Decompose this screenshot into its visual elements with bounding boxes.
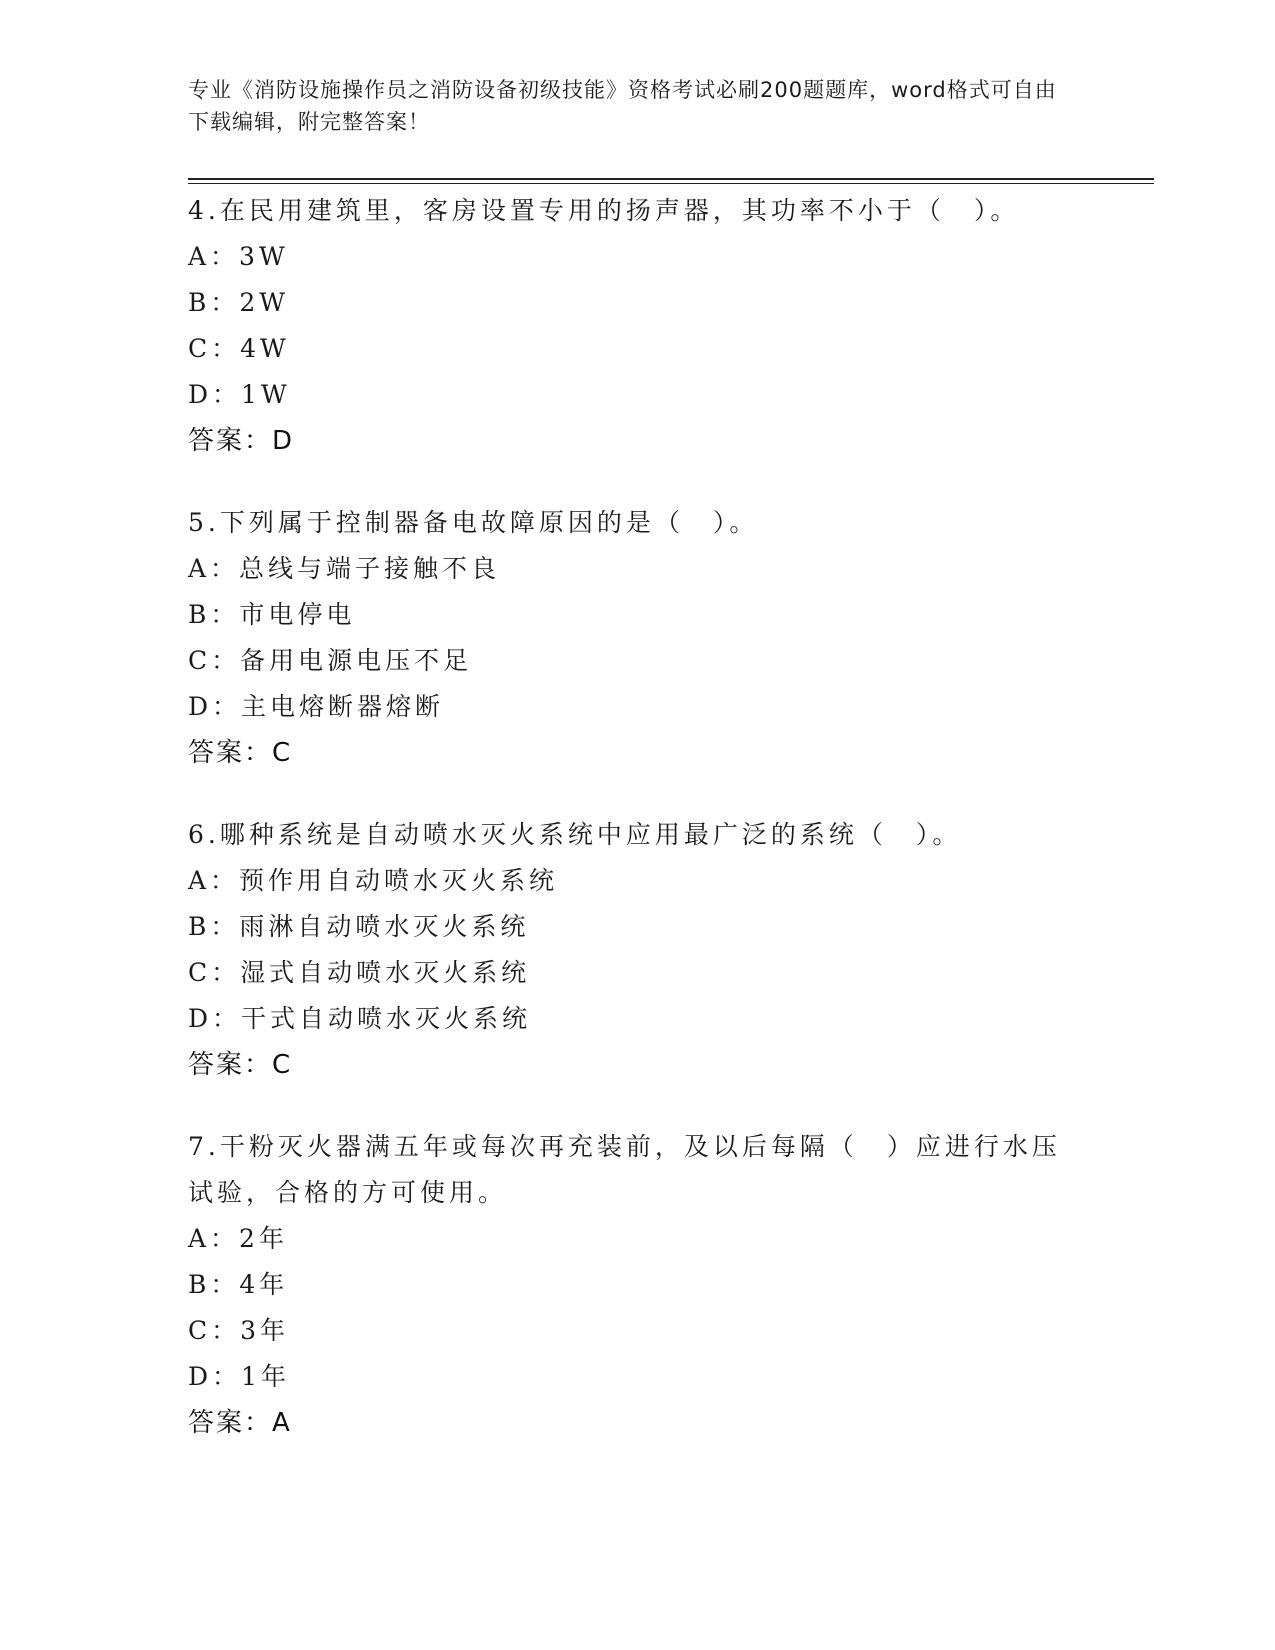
question-stem: 7.干粉灭火器满五年或每次再充装前，及以后每隔（ ）应进行水压试验，合格的方可使用。	[188, 1132, 1061, 1207]
question-stem: 5.下列属于控制器备电故障原因的是（ ）。	[188, 508, 759, 537]
answer-line	[188, 730, 1088, 776]
document-header: 专业《消防设施操作员之消防设备初级技能》资格考试必刷200题题库，word格式可自由下载编辑，附完整答案！	[188, 78, 1057, 134]
header-divider-thin	[188, 183, 1154, 184]
option-d: D：1年	[188, 1362, 290, 1391]
option-a: A：2年	[188, 1224, 288, 1253]
header-divider-thick	[188, 178, 1154, 180]
question-list	[188, 188, 1088, 1482]
option-a: A：3W	[188, 242, 289, 271]
question-5	[188, 500, 1088, 776]
answer-value: D	[272, 426, 295, 456]
question-6	[188, 812, 1088, 1088]
option-a: A：总线与端子接触不良	[188, 554, 501, 583]
option-b: B：市电停电	[188, 600, 356, 629]
answer-line	[188, 1400, 1088, 1446]
option-c: C：4W	[188, 334, 290, 363]
answer-line	[188, 418, 1088, 464]
question-7	[188, 1124, 1088, 1446]
answer-value: C	[272, 1050, 293, 1080]
option-d: D：干式自动喷水灭火系统	[188, 1004, 532, 1033]
option-b: B：雨淋自动喷水灭火系统	[188, 912, 530, 941]
option-d: D：主电熔断器熔断	[188, 692, 445, 721]
question-stem: 6.哪种系统是自动喷水灭火系统中应用最广泛的系统（ ）。	[188, 820, 962, 849]
question-stem: 4.在民用建筑里，客房设置专用的扬声器，其功率不小于（ ）。	[188, 196, 1020, 225]
answer-label: 答案：	[188, 1408, 273, 1438]
answer-value: C	[272, 738, 293, 768]
option-b: B：2W	[188, 288, 289, 317]
option-d: D：1W	[188, 380, 291, 409]
answer-label: 答案：	[188, 738, 273, 768]
option-c: C：3年	[188, 1316, 290, 1345]
answer-label: 答案：	[188, 1050, 273, 1080]
answer-label: 答案：	[188, 426, 273, 456]
option-c: C：湿式自动喷水灭火系统	[188, 958, 531, 987]
option-b: B：4年	[188, 1270, 289, 1299]
answer-line	[188, 1042, 1088, 1088]
answer-value: A	[272, 1408, 292, 1438]
question-4	[188, 188, 1088, 464]
option-a: A：预作用自动喷水灭火系统	[188, 866, 559, 895]
option-c: C：备用电源电压不足	[188, 646, 473, 675]
